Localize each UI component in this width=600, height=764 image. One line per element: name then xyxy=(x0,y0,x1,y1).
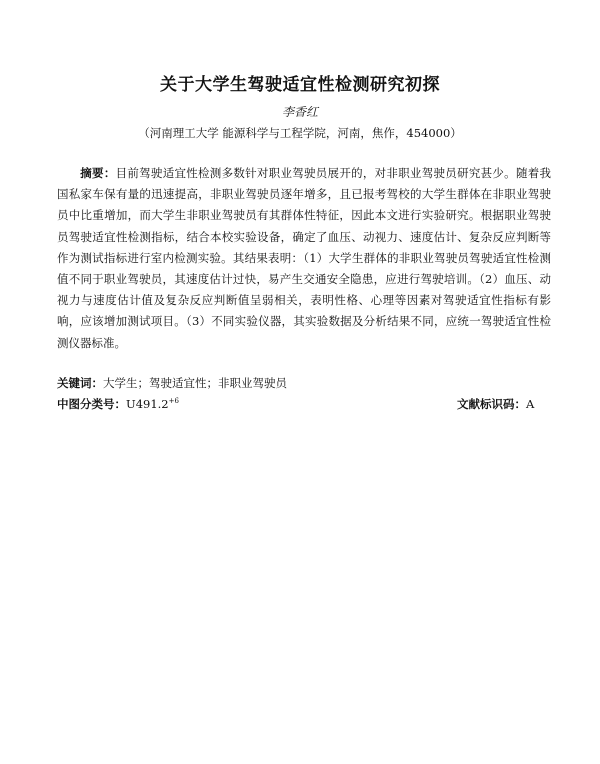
paper-title: 关于大学生驾驶适宜性检测研究初探 xyxy=(160,75,440,95)
class-number-superscript: +6 xyxy=(168,397,179,406)
author-name: 李香红 xyxy=(281,105,318,119)
document-code-value: A xyxy=(526,397,535,411)
class-number-label: 中图分类号： xyxy=(57,397,126,411)
document-code xyxy=(457,396,534,412)
abstract xyxy=(57,163,551,354)
abstract-label: 摘要： xyxy=(80,166,116,180)
author-affiliation: （河南理工大学 能源科学与工程学院，河南，焦作，454000） xyxy=(138,126,462,140)
keywords-label: 关键词： xyxy=(57,376,103,390)
keywords xyxy=(57,375,287,391)
document-code-label: 文献标识码： xyxy=(457,397,526,411)
abstract-text: 目前驾驶适宜性检测多数针对职业驾驶员展开的，对非职业驾驶员研究甚少。随着我国私家车保有量的迅速提高，非职业驾驶员逐年增多，且已报考驾校的大学生群体在非职业驾驶员中比重增加，而大学生非职业驾驶员有其群体性特征，因此本文进行实验研究。根据职业驾驶员驾驶适宜性检测指标，结合本校实验设备，确定了血压、动视力、速度估计、复杂反应判断等作为测试指标进行室内检测实验。其结果表明：（1）大学生群体的非职业驾驶员驾驶适宜性检测值不同于职业驾驶员，其速度估计过快，易产生交通安全隐患，应进行驾驶培训。（2）血压、动视力与速度估计值及复杂反应判断值呈弱相关，表明性格、心理等因素对驾驶适宜性指标有影响，应该增加测试项目。（3）不同实验仪器，其实验数据及分析结果不同，应统一驾驶适宜性检测仪器标准。 xyxy=(57,166,552,350)
classification-line xyxy=(57,396,551,412)
keywords-text: 大学生；驾驶适宜性；非职业驾驶员 xyxy=(103,376,287,390)
class-number-value: U491.2 xyxy=(126,397,169,411)
